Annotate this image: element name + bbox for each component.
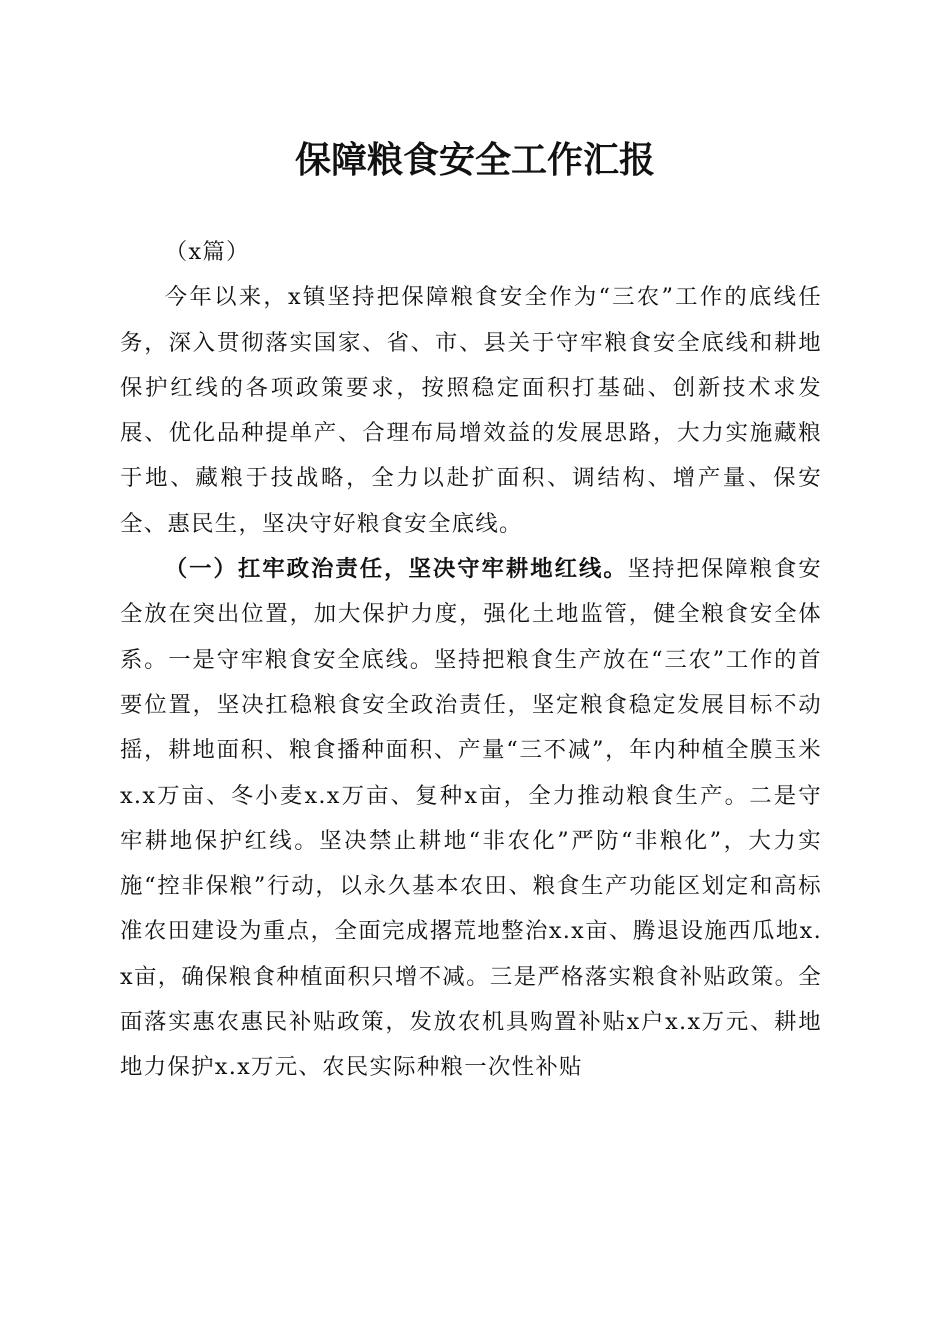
paragraph-section-one <box>120 547 822 1091</box>
paragraph-intro-text: 今年以来，x镇坚持把保障粮食安全作为“三农”工作的底线任务，深入贯彻落实国家、省、市、县关于守牢粮食安全底线和耕地保护红线的各项政策要求，按照稳定面积打基础、创新技术求发展、优化品种提单产、合理布局增效益的发展思路，大力实施藏粮于地、藏粮于技战略，全力以赴扩面积、调结构、增产量、保安全、惠民生，坚决守好粮食安全底线。 <box>120 284 822 537</box>
document-title: 保障粮食安全工作汇报 <box>294 139 655 181</box>
series-label: （x篇） <box>164 239 250 265</box>
section-one-heading: （一）扛牢政治责任，坚决守牢耕地红线。 <box>164 556 628 583</box>
section-one-text: 坚持把保障粮食安全放在突出位置，加大保护力度，强化土地监管，健全粮食安全体系。一是守牢粮食安全底线。坚持把粮食生产放在“三农”工作的首要位置，坚决扛稳粮食安全政治责任，坚定粮食稳定发展目标不动摇，耕地面积、粮食播种面积、产量“三不减”，年内种植全膜玉米x.x万亩、冬小麦x.x万亩、复种x亩，全力推动粮食生产。二是守牢耕地保护红线。坚决禁止耕地“非农化”严防“非粮化”，大力实施“控非保粮”行动，以永久基本农田、粮食生产功能区划定和高标准农田建设为重点，全面完成撂荒地整治x.x亩、腾退设施西瓜地x.x亩，确保粮食种植面积只增不减。三是严格落实粮食补贴政策。全面落实惠农惠民补贴政策，发放农机具购置补贴x户x.x万元、耕地地力保护x.x万元、农民实际种粮一次性补贴 <box>120 556 822 1081</box>
document-body <box>120 230 822 1091</box>
paragraph-intro <box>120 275 822 547</box>
